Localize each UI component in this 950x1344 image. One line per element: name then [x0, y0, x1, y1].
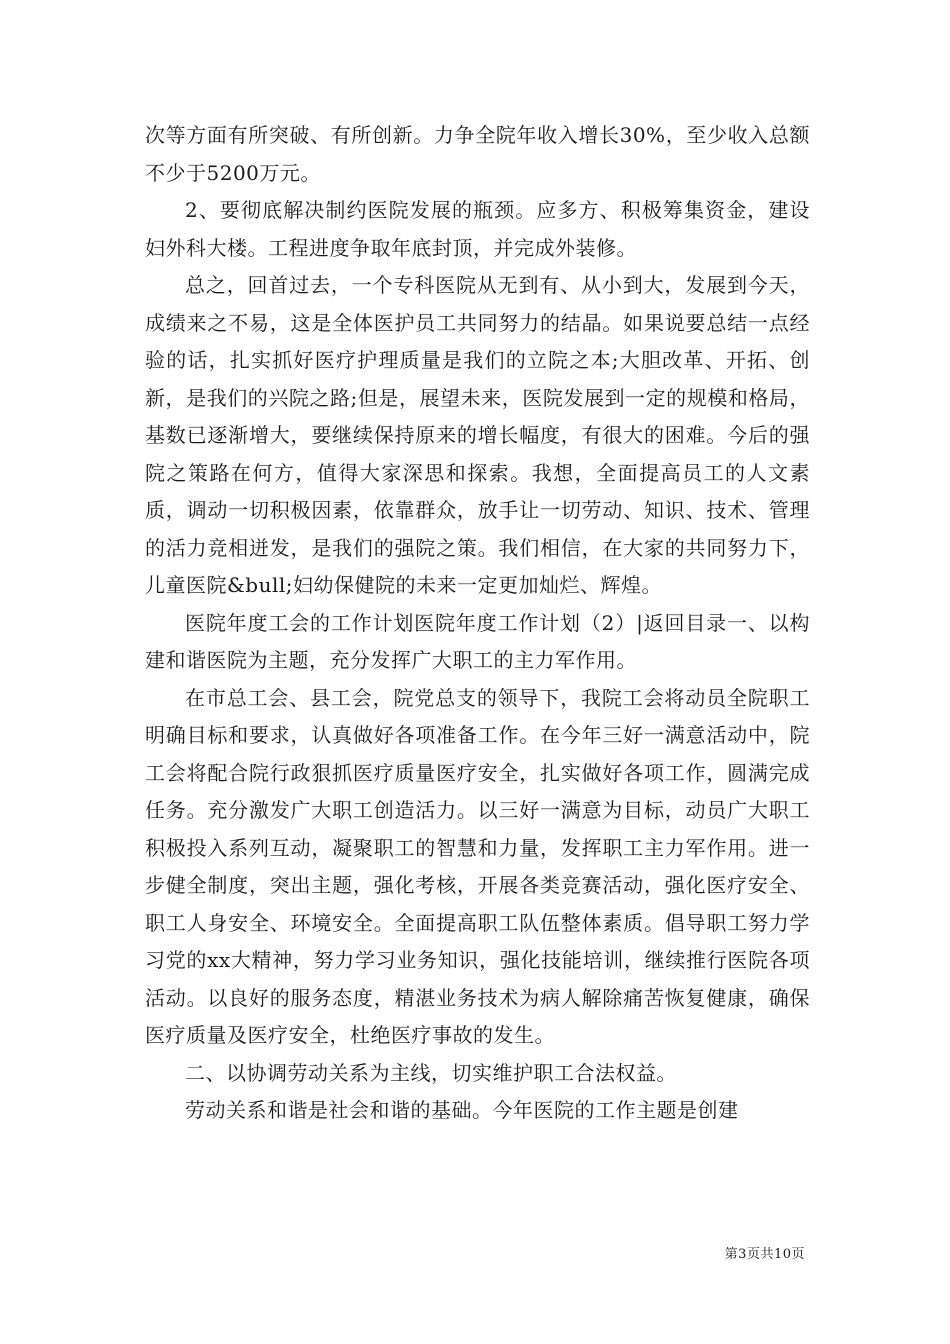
document-body: [145, 117, 810, 1130]
page-number: 第3页共10页: [724, 1247, 805, 1262]
paragraph-summary: 总之，回首过去，一个专科医院从无到有、从小到大，发展到今天，成绩来之不易，这是全体医护员工共同努力的结晶。如果说要总结一点经验的话，扎实抓好医疗护理质量是我们的立院之本;大胆改革、开拓、创新，是我们的兴院之路;但是，展望未来，医院发展到一定的规模和格局，基数已逐渐增大，要继续保持原来的增长幅度，有很大的困难。今后的强院之策路在何方，值得大家深思和探索。我想，全面提高员工的人文素质，调动一切积极因素，依靠群众，放手让一切劳动、知识、技术、管理的活力竞相迸发，是我们的强院之策。我们相信，在大家的共同努力下，儿童医院&bull;妇幼保健院的未来一定更加灿烂、辉煌。: [145, 273, 810, 597]
paragraph-union-work: 在市总工会、县工会，院党总支的领导下，我院工会将动员全院职工明确目标和要求，认真做好各项准备工作。在今年三好一满意活动中，院工会将配合院行政狠抓医疗质量医疗安全，扎实做好各项工作，圆满完成任务。充分激发广大职工创造活力。以三好一满意为目标，动员广大职工积极投入系列互动，凝聚职工的智慧和力量，发挥职工主力军作用。进一步健全制度，突出主题，强化考核，开展各类竞赛活动，强化医疗安全、职工人身安全、环境安全。全面提高职工队伍整体素质。倡导职工努力学习党的xx大精神，努力学习业务知识，强化技能培训，继续推行医院各项活动。以良好的服务态度，精湛业务技术为病人解除痛苦恢复健康，确保医疗质量及医疗安全，杜绝医疗事故的发生。: [145, 685, 810, 1047]
paragraph-section-two: 二、以协调劳动关系为主线，切实维护职工合法权益。: [185, 1060, 677, 1085]
paragraph-section-heading: 医院年度工会的工作计划医院年度工作计划（2）|返回目录一、以构建和谐医院为主题，充分发挥广大职工的主力军作用。: [145, 610, 810, 672]
paragraph-continuation: 次等方面有所突破、有所创新。力争全院年收入增长30%，至少收入总额不少于5200万元。: [145, 123, 810, 185]
paragraph-item-2: 2、要彻底解决制约医院发展的瓶颈。应多方、积极筹集资金，建设妇外科大楼。工程进度争取年底封顶，并完成外装修。: [145, 198, 810, 260]
paragraph-labor-relations: 劳动关系和谐是社会和谐的基础。今年医院的工作主题是创建: [185, 1098, 739, 1122]
